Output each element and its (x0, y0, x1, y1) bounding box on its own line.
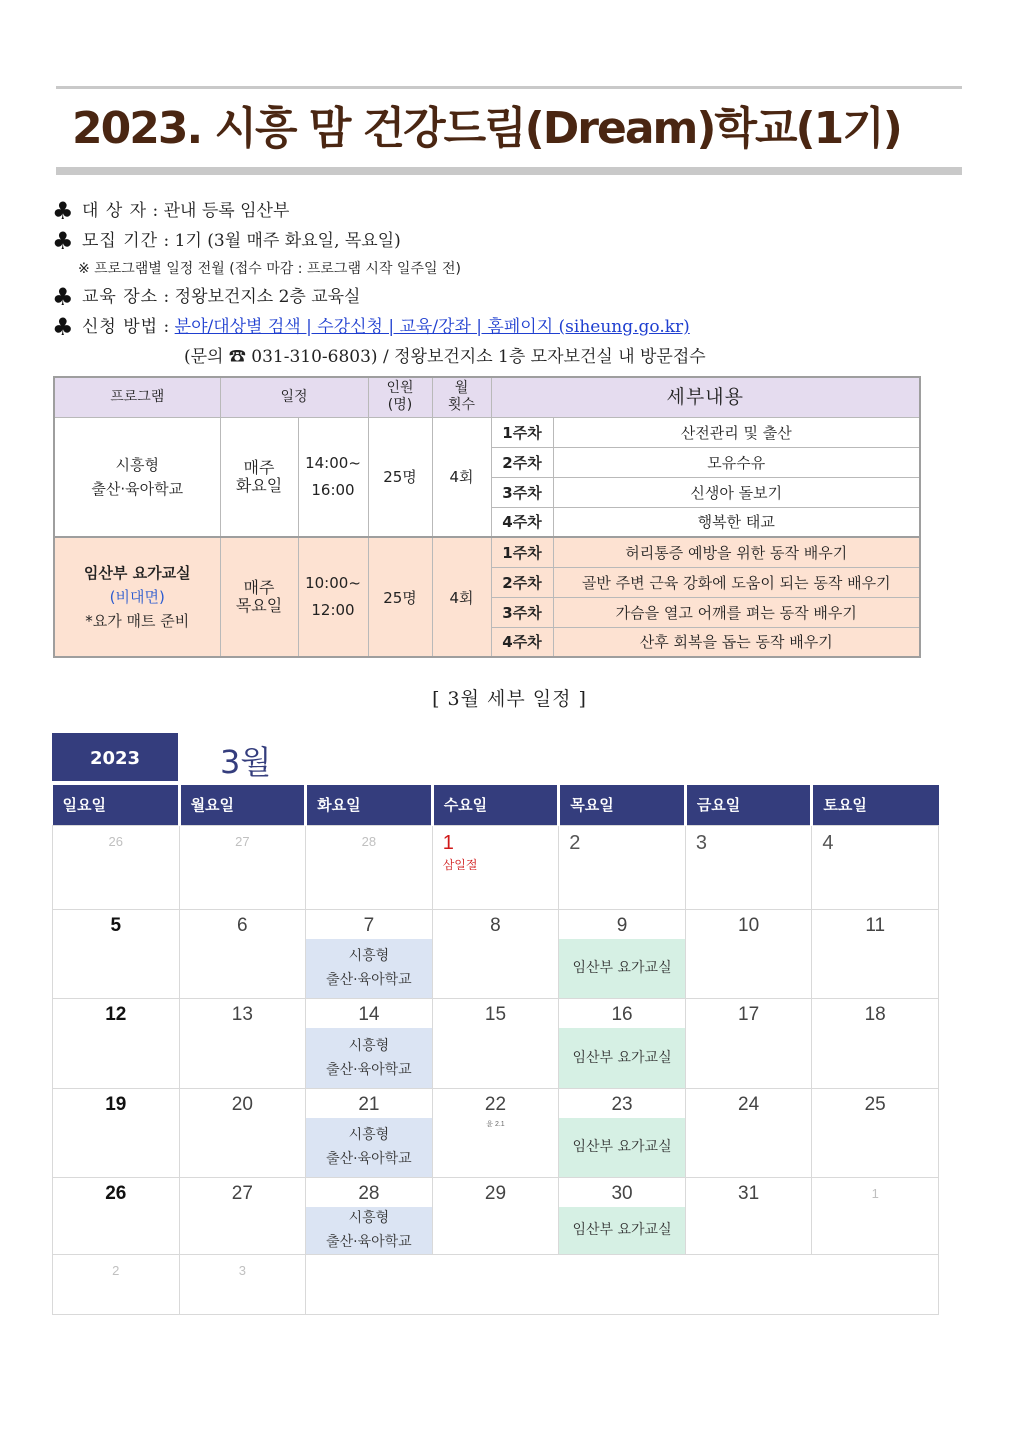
calendar-day[interactable] (559, 825, 686, 909)
period-label: 모집 기간 (82, 231, 159, 251)
application-link[interactable]: 분야/대상별 검색 | 수강신청 | 교육/강좌 | 홈페이지 (siheung.go.kr) (174, 317, 690, 337)
calendar-day[interactable] (306, 1177, 433, 1254)
period-value: 1기 (3월 매주 화요일, 목요일) (174, 231, 401, 251)
day-number: 17 (738, 1003, 760, 1025)
day-number: 15 (484, 1003, 507, 1025)
program-name-cell (54, 417, 220, 537)
program-name-note: *요가 매트 준비 (85, 612, 190, 630)
week-content: 가슴을 열고 어깨를 펴는 동작 배우기 (553, 597, 920, 627)
day-number: 28 (358, 1182, 380, 1204)
program-name: 임산부 요가교실 (83, 564, 191, 582)
calendar-day[interactable] (179, 1088, 306, 1177)
day-number: 3 (695, 831, 707, 854)
day-number: 26 (105, 1182, 127, 1204)
day-number: 21 (358, 1093, 380, 1115)
day-number: 22 (484, 1093, 507, 1115)
calendar-day[interactable] (53, 1088, 180, 1177)
calendar-week (53, 825, 939, 909)
calendar-day[interactable] (306, 825, 433, 909)
event-birth-school[interactable] (306, 1207, 432, 1254)
calendar-day[interactable] (559, 909, 686, 998)
info-period: ♣ 모집 기간 : 1기 (3월 매주 화요일, 목요일) (52, 227, 401, 255)
week-label: 2주차 (491, 567, 553, 597)
place-label: 교육 장소 (82, 287, 159, 307)
weekday-wed: 수요일 (432, 785, 559, 825)
day-number: 31 (738, 1182, 760, 1204)
schedule-title: [ 3월 세부 일정 ] (432, 688, 587, 710)
program-name-sub: 출산·육아학교 (91, 479, 184, 498)
program-table (53, 376, 921, 658)
info-method: ♣ 신청 방법 : 분야/대상별 검색 | 수강신청 | 교육/강좌 | 홈페이지 (siheung.go.kr) (52, 313, 690, 341)
title-banner (56, 86, 962, 175)
day-number: 20 (231, 1093, 253, 1115)
event-label: 임산부 요가교실 (572, 1222, 672, 1238)
calendar-day[interactable] (53, 825, 180, 909)
header-people: 인원 (명) (368, 377, 432, 417)
club-icon: ♣ (52, 283, 74, 311)
calendar-day[interactable] (179, 1254, 306, 1314)
week-label: 1주차 (491, 537, 553, 567)
day-number: 1 (442, 831, 454, 854)
calendar-day[interactable] (306, 998, 433, 1088)
target-label: 대 상 자 (82, 201, 148, 221)
method-label: 신청 방법 (82, 317, 159, 337)
info-place: ♣ 교육 장소 : 정왕보건지소 2층 교육실 (52, 283, 361, 311)
event-birth-school[interactable] (306, 1028, 432, 1088)
program-time: 14:00~ 16:00 (298, 417, 368, 537)
weekday-header (53, 785, 939, 825)
calendar-day[interactable] (53, 998, 180, 1088)
lunar-date: 윤 2.1 (486, 1120, 505, 1128)
event-label: 출산·육아학교 (326, 1151, 412, 1167)
page-title: 2023. 시흥 맘 건강드림(Dream)학교(1기) (72, 103, 901, 154)
club-icon: ♣ (52, 227, 74, 255)
calendar-day[interactable] (812, 825, 939, 909)
event-birth-school[interactable] (306, 939, 432, 998)
title-bottom-rule (56, 167, 962, 175)
week-label: 3주차 (491, 597, 553, 627)
schedule-note: ※ 프로그램별 일정 전월 (접수 마감 : 프로그램 시작 일주일 전) (78, 261, 461, 277)
target-value: 관내 등록 임산부 (163, 201, 290, 221)
header-monthly: 월 횟수 (432, 377, 491, 417)
week-content: 모유수유 (553, 447, 920, 477)
table-header-row (54, 377, 920, 417)
day-number: 8 (490, 914, 501, 936)
calendar-day[interactable] (559, 1088, 686, 1177)
calendar-day[interactable] (179, 1177, 306, 1254)
weekday-tue: 화요일 (306, 785, 433, 825)
day-number: 23 (611, 1093, 633, 1115)
day-number: 28 (361, 833, 377, 849)
calendar-day[interactable] (432, 825, 559, 909)
day-number: 1 (871, 1185, 879, 1201)
program-people: 25명 (368, 537, 432, 657)
calendar-day[interactable] (179, 998, 306, 1088)
calendar-day[interactable] (812, 1088, 939, 1177)
event-yoga-class[interactable] (559, 1118, 685, 1177)
day-number: 13 (231, 1003, 253, 1025)
calendar-day[interactable] (53, 1254, 180, 1314)
event-label: 시흥형 (348, 1127, 390, 1143)
calendar-day[interactable] (559, 1177, 686, 1254)
day-number: 2 (112, 1262, 120, 1278)
program-name-sub: (비대면) (109, 588, 165, 606)
program-people: 25명 (368, 417, 432, 537)
calendar (52, 785, 939, 1315)
header-program: 프로그램 (54, 377, 220, 417)
table-row (54, 417, 920, 447)
program-count: 4회 (432, 417, 491, 537)
header-details: 세부내용 (491, 377, 920, 417)
calendar-day[interactable] (432, 1177, 559, 1254)
week-content: 허리통증 예방을 위한 동작 배우기 (553, 537, 920, 567)
day-number: 19 (105, 1093, 127, 1115)
info-target: ♣ 대 상 자 : 관내 등록 임산부 (52, 197, 290, 225)
program-name: 시흥형 (115, 455, 159, 474)
day-number: 18 (864, 1003, 886, 1025)
calendar-day[interactable] (432, 998, 559, 1088)
program-day: 매주 화요일 (220, 417, 298, 537)
event-label: 시흥형 (348, 1210, 390, 1226)
week-label: 4주차 (491, 627, 553, 657)
day-number: 12 (105, 1003, 127, 1025)
day-number: 10 (738, 914, 760, 936)
week-content: 산후 회복을 돕는 동작 배우기 (553, 627, 920, 657)
calendar-day[interactable] (432, 909, 559, 998)
calendar-week (53, 1177, 939, 1254)
calendar-day[interactable] (685, 825, 812, 909)
day-number: 5 (110, 914, 122, 936)
week-content: 산전관리 및 출산 (553, 417, 920, 447)
week-label: 4주차 (491, 507, 553, 537)
event-label: 임산부 요가교실 (572, 960, 672, 976)
day-number: 6 (237, 914, 248, 936)
day-number: 27 (235, 833, 250, 849)
club-icon: ♣ (52, 313, 74, 341)
calendar-week (53, 1088, 939, 1177)
holiday-label: 삼일절 (442, 857, 478, 872)
weekday-thu: 목요일 (559, 785, 686, 825)
day-number: 24 (738, 1093, 760, 1115)
week-content: 골반 주변 근육 강화에 도움이 되는 동작 배우기 (553, 567, 920, 597)
calendar-day[interactable] (306, 1088, 433, 1177)
program-time: 10:00~ 12:00 (298, 537, 368, 657)
event-birth-school[interactable] (306, 1118, 432, 1177)
calendar-day[interactable] (179, 825, 306, 909)
weekday-mon: 월요일 (179, 785, 306, 825)
program-count: 4회 (432, 537, 491, 657)
calendar-day[interactable] (179, 909, 306, 998)
calendar-day[interactable] (53, 909, 180, 998)
table-row (54, 537, 920, 567)
day-number: 29 (484, 1182, 507, 1204)
event-label: 출산·육아학교 (326, 972, 412, 988)
week-label: 2주차 (491, 447, 553, 477)
event-label: 시흥형 (348, 948, 390, 964)
event-label: 임산부 요가교실 (572, 1139, 672, 1155)
event-yoga-class[interactable] (559, 939, 685, 998)
calendar-week (53, 998, 939, 1088)
weekday-sun: 일요일 (53, 785, 180, 825)
calendar-day[interactable] (685, 909, 812, 998)
calendar-day[interactable] (812, 998, 939, 1088)
program-day: 매주 목요일 (220, 537, 298, 657)
week-content: 신생아 돌보기 (553, 477, 920, 507)
day-number: 4 (822, 831, 834, 854)
day-number: 3 (238, 1262, 246, 1278)
day-number: 25 (864, 1093, 886, 1115)
event-label: 시흥형 (348, 1037, 390, 1054)
day-number: 26 (108, 833, 124, 849)
week-label: 3주차 (491, 477, 553, 507)
calendar-day[interactable] (306, 909, 433, 998)
calendar-day[interactable] (685, 998, 812, 1088)
calendar-empty (306, 1254, 939, 1314)
calendar-day[interactable] (812, 909, 939, 998)
event-yoga-class[interactable] (559, 1207, 685, 1254)
week-label: 1주차 (491, 417, 553, 447)
day-number: 27 (231, 1182, 253, 1204)
calendar-day[interactable] (685, 1088, 812, 1177)
header-schedule: 일정 (220, 377, 368, 417)
day-number: 2 (569, 831, 581, 854)
day-number: 7 (363, 914, 375, 936)
calendar-year: 2023 (52, 733, 178, 781)
calendar-day[interactable] (812, 1177, 939, 1254)
calendar-day[interactable] (432, 1088, 559, 1177)
event-label: 임산부 요가교실 (572, 1049, 672, 1066)
week-content: 행복한 태교 (553, 507, 920, 537)
calendar-day[interactable] (559, 998, 686, 1088)
calendar-month: 3월 (220, 743, 272, 781)
calendar-day[interactable] (53, 1177, 180, 1254)
club-icon: ♣ (52, 197, 74, 225)
event-label: 출산·육아학교 (326, 1234, 412, 1250)
day-number: 16 (611, 1003, 633, 1025)
weekday-fri: 금요일 (685, 785, 812, 825)
day-number: 9 (616, 914, 628, 936)
place-value: 정왕보건지소 2층 교육실 (174, 287, 361, 307)
day-number: 30 (611, 1182, 633, 1204)
calendar-week (53, 1254, 939, 1314)
event-yoga-class[interactable] (559, 1028, 685, 1088)
event-label: 출산·육아학교 (326, 1061, 412, 1078)
day-number: 11 (865, 914, 886, 936)
weekday-sat: 토요일 (812, 785, 939, 825)
info-section (52, 196, 952, 372)
program-name-cell (54, 537, 220, 657)
contact-info: (문의 ☎ 031-310-6803) / 정왕보건지소 1층 모자보건실 내 방문접수 (184, 347, 706, 367)
day-number: 14 (358, 1003, 380, 1025)
calendar-week (53, 909, 939, 998)
calendar-day[interactable] (685, 1177, 812, 1254)
